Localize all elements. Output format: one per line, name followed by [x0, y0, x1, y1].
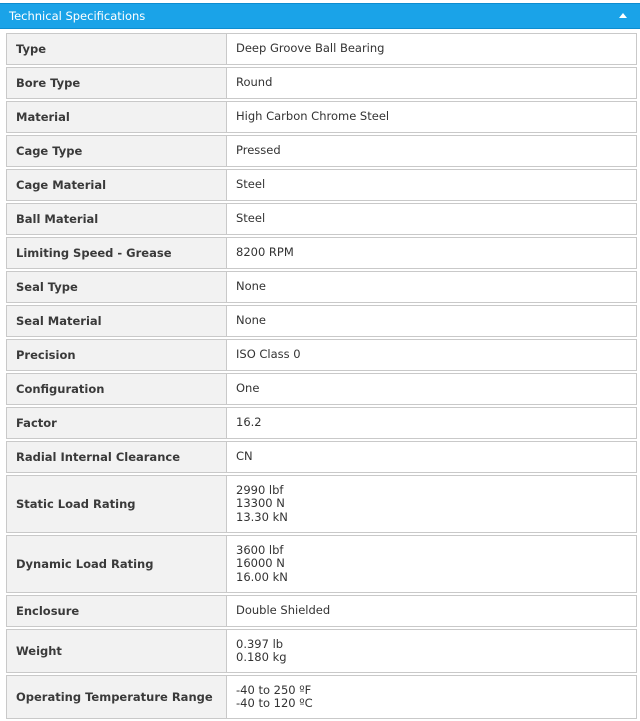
table-row	[6, 535, 637, 593]
chevron-up-icon[interactable]	[619, 13, 627, 18]
table-row	[6, 595, 637, 627]
spec-label: Cage Type	[6, 135, 227, 167]
spec-value	[227, 535, 637, 593]
spec-value	[227, 169, 637, 201]
table-row	[6, 305, 637, 337]
spec-value-line: 16000 N	[236, 556, 285, 571]
spec-value-line: ISO Class 0	[236, 347, 301, 362]
table-row	[6, 237, 637, 269]
spec-value-line: 16.00 kN	[236, 569, 288, 584]
spec-value-line: Pressed	[236, 143, 281, 158]
spec-value	[227, 595, 637, 627]
spec-value-line: 2990 lbf	[236, 482, 284, 497]
spec-value	[227, 305, 637, 337]
spec-value-line: None	[236, 279, 267, 294]
spec-value-line: Deep Groove Ball Bearing	[236, 41, 385, 56]
spec-value-line: None	[236, 313, 267, 328]
spec-value	[227, 629, 637, 673]
spec-label: Seal Type	[6, 271, 227, 303]
spec-label: Configuration	[6, 373, 227, 405]
spec-value	[227, 237, 637, 269]
spec-value-line: 13.30 kN	[236, 509, 288, 524]
spec-label: Cage Material	[6, 169, 227, 201]
spec-label: Precision	[6, 339, 227, 371]
spec-value	[227, 441, 637, 473]
spec-label: Operating Temperature Range	[6, 675, 227, 719]
table-row	[6, 339, 637, 371]
table-row	[6, 67, 637, 99]
spec-value-line: 0.397 lb	[236, 636, 284, 651]
spec-label: Enclosure	[6, 595, 227, 627]
table-row	[6, 101, 637, 133]
table-row	[6, 475, 637, 533]
spec-value-line: CN	[236, 449, 253, 464]
spec-value	[227, 203, 637, 235]
table-row	[6, 203, 637, 235]
spec-value	[227, 339, 637, 371]
spec-value-line: High Carbon Chrome Steel	[236, 109, 390, 124]
spec-value-line: Double Shielded	[236, 603, 331, 618]
table-row	[6, 441, 637, 473]
spec-label: Radial Internal Clearance	[6, 441, 227, 473]
panel-title: Technical Specifications	[9, 9, 146, 23]
spec-value	[227, 33, 637, 65]
spec-label: Type	[6, 33, 227, 65]
table-row	[6, 373, 637, 405]
table-row	[6, 169, 637, 201]
spec-label: Limiting Speed - Grease	[6, 237, 227, 269]
spec-value-line: 0.180 kg	[236, 650, 287, 664]
spec-label: Material	[6, 101, 227, 133]
spec-value	[227, 407, 637, 439]
specs-table	[6, 31, 637, 721]
spec-label: Seal Material	[6, 305, 227, 337]
spec-label: Dynamic Load Rating	[6, 535, 227, 593]
spec-value	[227, 135, 637, 167]
spec-value	[227, 101, 637, 133]
spec-value-line: -40 to 250 ºF	[236, 682, 312, 697]
table-row	[6, 271, 637, 303]
spec-label: Bore Type	[6, 67, 227, 99]
table-row	[6, 135, 637, 167]
spec-label: Static Load Rating	[6, 475, 227, 533]
table-row	[6, 407, 637, 439]
panel-header[interactable]	[0, 3, 640, 29]
spec-value-line: Steel	[236, 211, 266, 226]
spec-value	[227, 67, 637, 99]
spec-label: Factor	[6, 407, 227, 439]
spec-value-line: Steel	[236, 177, 266, 192]
table-row	[6, 33, 637, 65]
spec-value	[227, 475, 637, 533]
spec-label: Weight	[6, 629, 227, 673]
spec-value-line: -40 to 120 ºC	[236, 696, 313, 710]
spec-label: Ball Material	[6, 203, 227, 235]
spec-value	[227, 373, 637, 405]
spec-value-line: One	[236, 381, 260, 396]
table-row	[6, 675, 637, 719]
spec-value	[227, 271, 637, 303]
spec-value-line: 13300 N	[236, 496, 285, 511]
spec-value-line: 3600 lbf	[236, 542, 284, 557]
table-row	[6, 629, 637, 673]
spec-value-line: 8200 RPM	[236, 245, 294, 260]
spec-value	[227, 675, 637, 719]
spec-value-line: 16.2	[236, 415, 262, 430]
spec-value-line: Round	[236, 75, 273, 90]
